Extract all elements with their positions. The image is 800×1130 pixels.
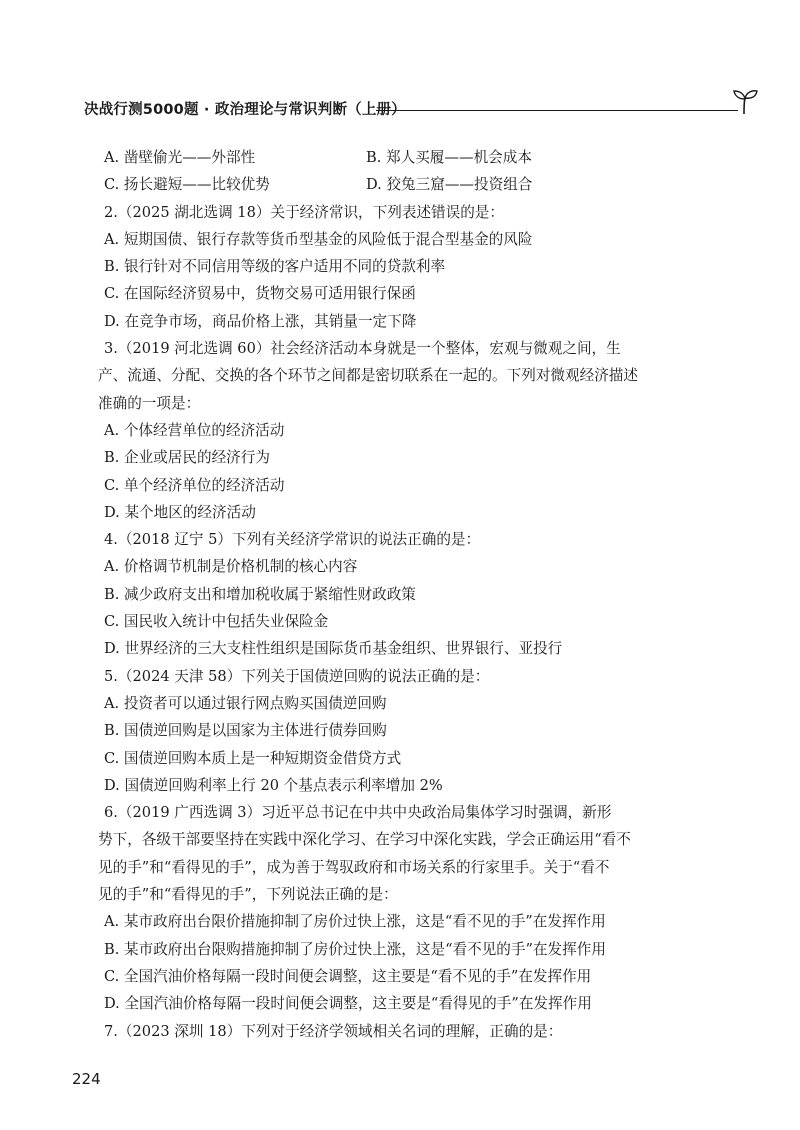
q6-option-d: D. 全国汽油价格每隔一段时间便会调整，这主要是“看得见的手”在发挥作用 [104, 995, 592, 1013]
q6-stem-line-4: 见的手”和“看得见的手”，下列说法正确的是： [98, 886, 398, 904]
q1-option-a: A. 凿壁偷光——外部性 [104, 149, 256, 166]
q3-option-c: C. 单个经济单位的经济活动 [104, 476, 285, 494]
q6-option-c: C. 全国汽油价格每隔一段时间便会调整，这主要是“看不见的手”在发挥作用 [104, 967, 592, 985]
q3-option-a: A. 个体经营单位的经济活动 [104, 421, 285, 439]
q2-stem: 2.（2025 湖北选调 18）关于经济常识，下列表述错误的是： [104, 203, 504, 221]
q6-option-b: B. 某市政府出台限购措施抑制了房价过快上涨，这是“看不见的手”在发挥作用 [104, 940, 606, 958]
sprout-icon [730, 88, 760, 116]
q3-option-d: D. 某个地区的经济活动 [104, 503, 256, 521]
q4-option-b: B. 减少政府支出和增加税收属于紧缩性财政政策 [104, 585, 416, 603]
book-title: 决战行测5000题 · 政治理论与常识判断（上册） [84, 102, 406, 118]
q6-option-a: A. 某市政府出台限价措施抑制了房价过快上涨，这是“看不见的手”在发挥作用 [104, 913, 606, 931]
q4-option-a: A. 价格调节机制是价格机制的核心内容 [104, 558, 358, 576]
q5-stem: 5.（2024 天津 58）下列关于国债逆回购的说法正确的是： [104, 667, 490, 685]
running-header [84, 96, 684, 126]
q2-option-c: C. 在国际经济贸易中，货物交易可适用银行保函 [104, 285, 416, 303]
q4-option-d: D. 世界经济的三大支柱性组织是国际货币基金组织、世界银行、亚投行 [104, 640, 563, 658]
question-list [98, 144, 666, 1045]
q1-option-d: D. 狡兔三窟——投资组合 [366, 176, 533, 194]
q6-stem-line-2: 势下，各级干部要坚持在实践中深化学习、在学习中深化实践，学会正确运用“看不 [98, 831, 631, 849]
q1-option-c: C. 扬长避短——比较优势 [104, 176, 270, 194]
q6-stem-line-3: 见的手”和“看得见的手”，成为善于驾驭政府和市场关系的行家里手。关于“看不 [98, 858, 610, 876]
header-rule [376, 110, 738, 111]
q6-stem-line-1: 6.（2019 广西选调 3）习近平总书记在中共中央政治局集体学习时强调，新形 [104, 804, 612, 822]
q4-stem: 4.（2018 辽宁 5）下列有关经济学常识的说法正确的是： [104, 531, 481, 549]
q1-option-b: B. 郑人买履——机会成本 [366, 149, 532, 166]
q2-option-d: D. 在竞争市场，商品价格上涨，其销量一定下降 [104, 312, 417, 330]
q1-options-row-2 [104, 171, 666, 198]
q3-stem-line-2: 产、流通、分配、交换的各个环节之间都是密切联系在一起的。下列对微观经济描述 [98, 367, 638, 385]
q1-options-row-1 [104, 144, 666, 171]
q3-stem-line-1: 3.（2019 河北选调 60）社会经济活动本身就是一个整体，宏观与微观之间，生 [104, 340, 621, 358]
q2-option-b: B. 银行针对不同信用等级的客户适用不同的贷款利率 [104, 258, 446, 276]
page-number: 224 [72, 1070, 101, 1088]
q5-option-b: B. 国债逆回购是以国家为主体进行债券回购 [104, 722, 387, 740]
q3-option-b: B. 企业或居民的经济行为 [104, 449, 270, 467]
q5-option-a: A. 投资者可以通过银行网点购买国债逆回购 [104, 694, 387, 712]
q3-stem-line-3: 准确的一项是： [98, 394, 201, 412]
q4-option-c: C. 国民收入统计中包括失业保险金 [104, 613, 329, 631]
q7-stem: 7.（2023 深圳 18）下列对于经济学领域相关名词的理解，正确的是： [104, 1022, 563, 1040]
q2-option-a: A. 短期国债、银行存款等货币型基金的风险低于混合型基金的风险 [104, 230, 533, 248]
q5-option-c: C. 国债逆回购本质上是一种短期资金借贷方式 [104, 749, 402, 767]
q5-option-d: D. 国债逆回购利率上行 20 个基点表示利率增加 2% [104, 776, 443, 794]
